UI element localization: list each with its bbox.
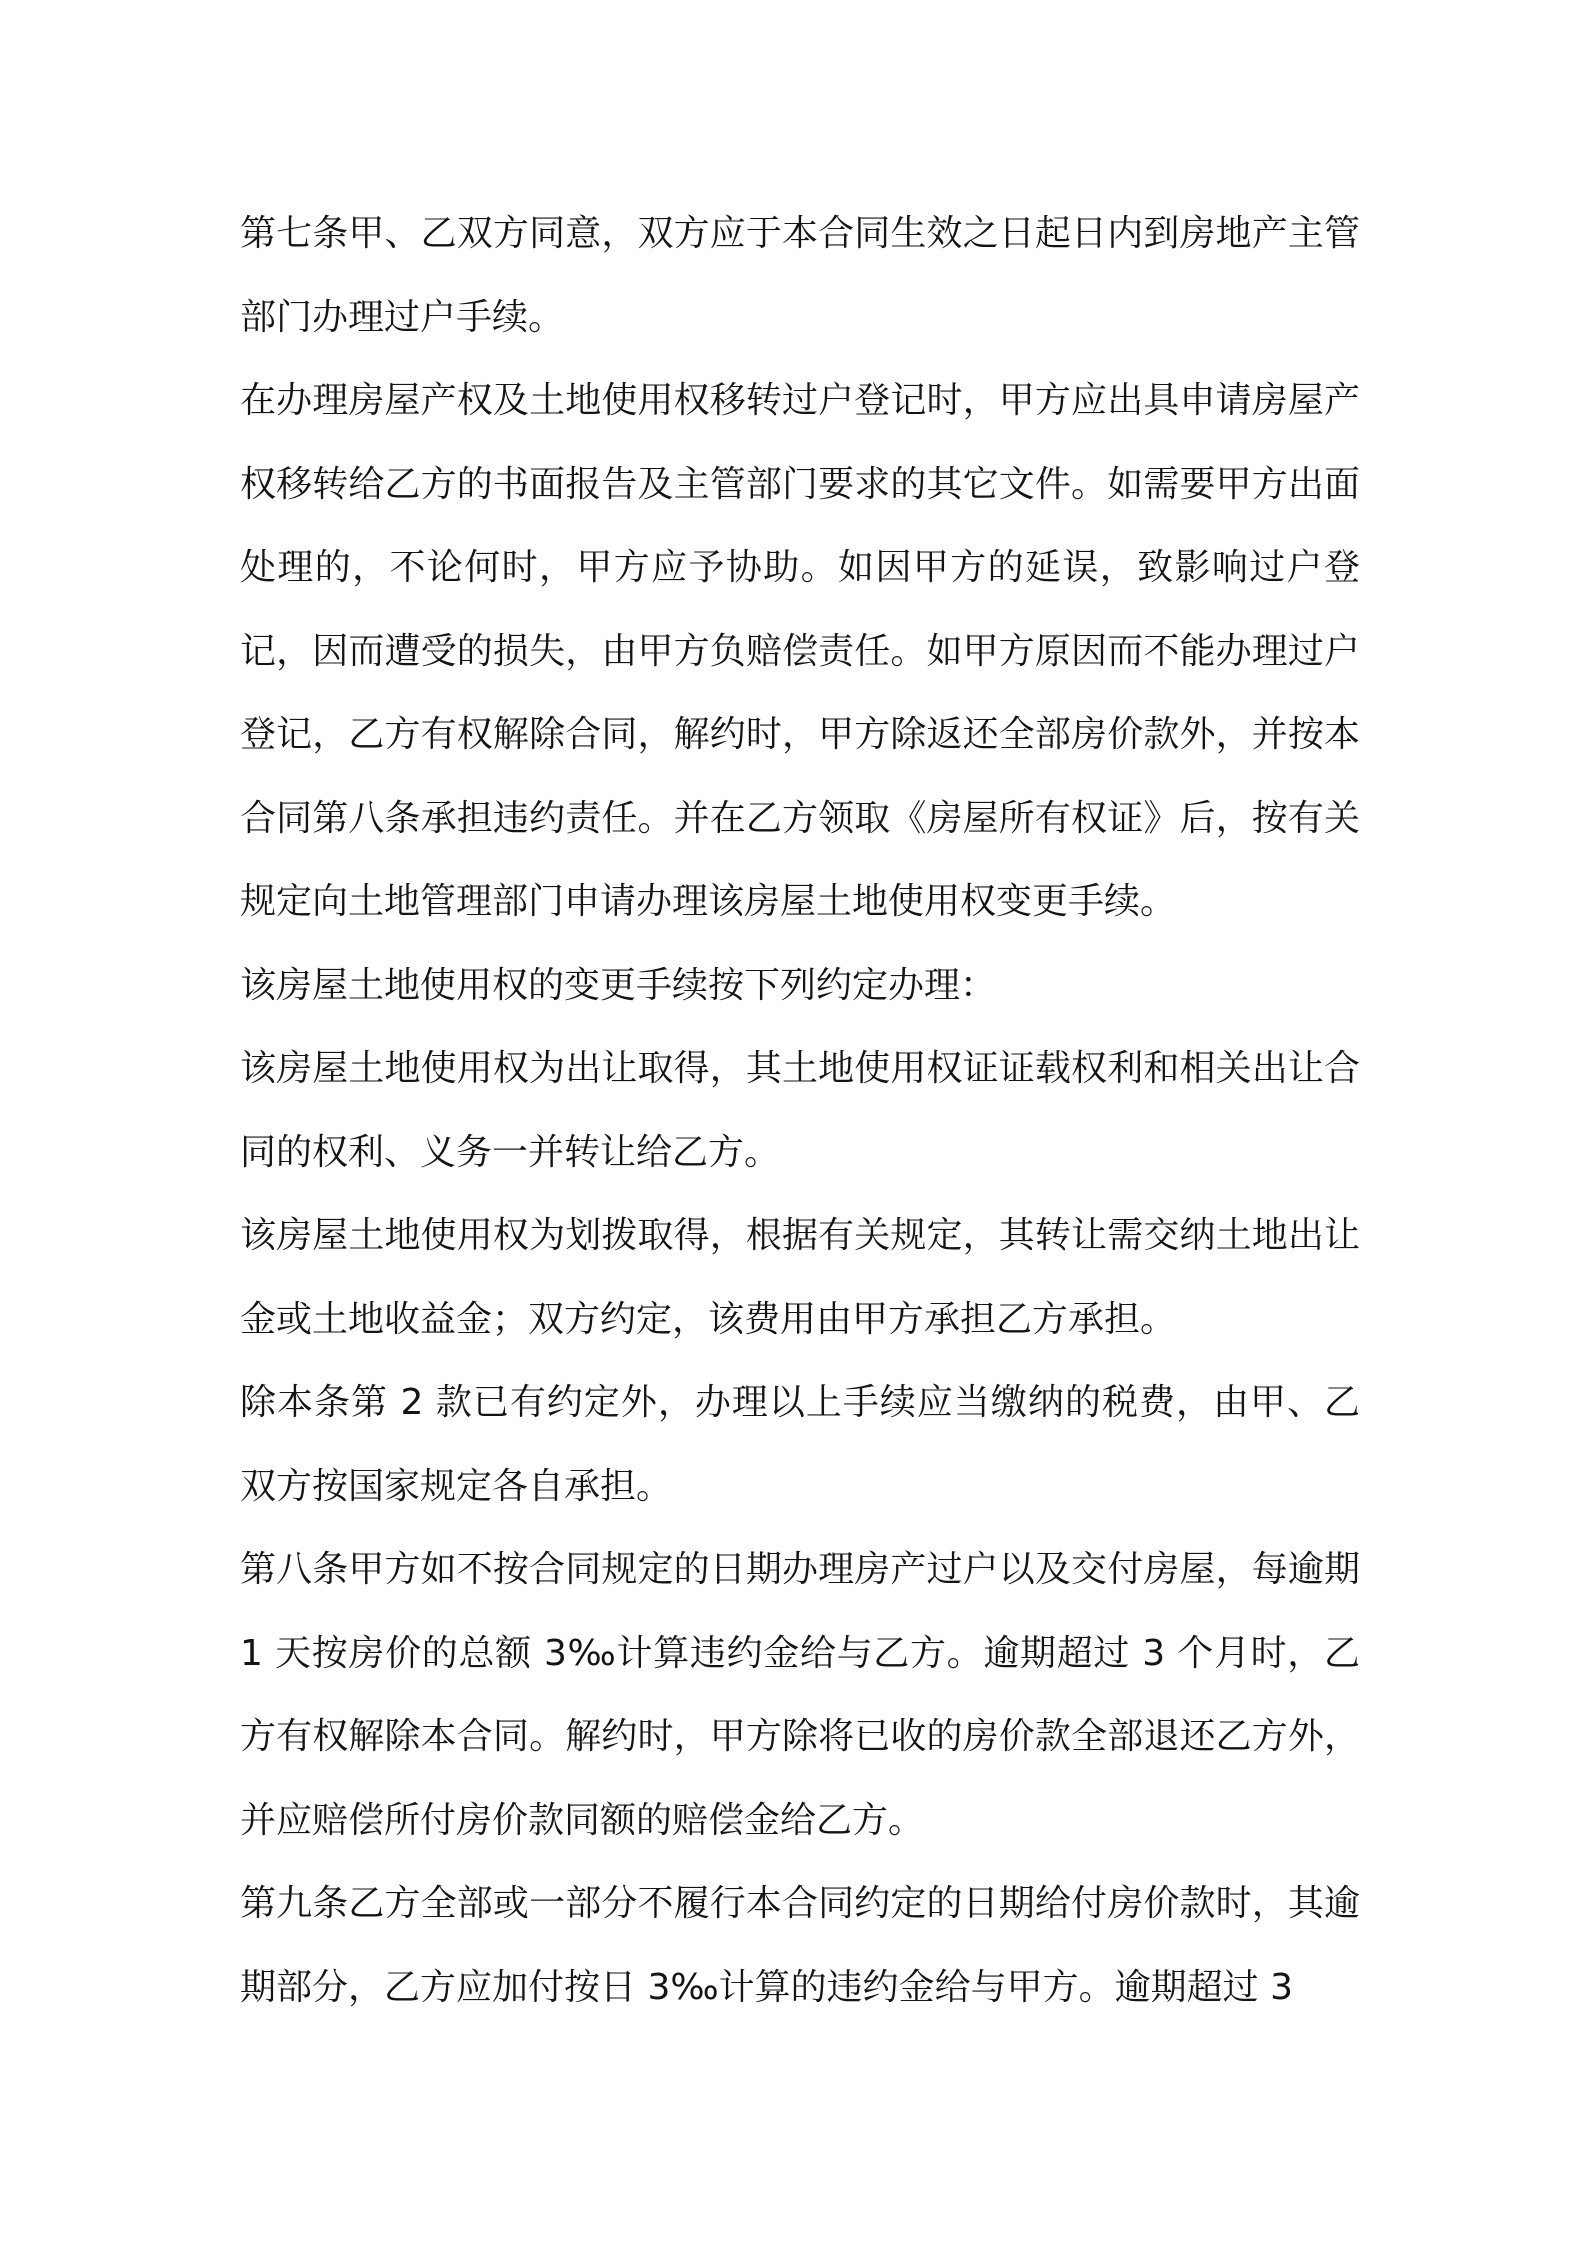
paragraph-article-8: 第八条甲方如不按合同规定的日期办理房产过户以及交付房屋，每逾期 1 天按房价的总额 3‰计算违约金给与乙方。逾期超过 3 个月时，乙方有权解除本合同。解约时，甲方除将已收的房价款全部退还乙方外，并应赔偿所付房价款同额的赔偿金给乙方。 — [240, 1549, 1360, 1841]
paragraph-land-use-change-intro: 该房屋土地使用权的变更手续按下列约定办理： — [240, 964, 997, 1006]
paragraph-land-use-allocated: 该房屋土地使用权为划拨取得，根据有关规定，其转让需交纳土地出让金或土地收益金；双方约定，该费用由甲方承担乙方承担。 — [240, 1215, 1360, 1340]
document-body — [240, 192, 1360, 2029]
paragraph-taxes-fees: 除本条第 2 款已有约定外，办理以上手续应当缴纳的税费，由甲、乙双方按国家规定各自承担。 — [240, 1382, 1360, 1507]
paragraph-land-use-transfer: 该房屋土地使用权为出让取得，其土地使用权证证载权利和相关出让合同的权利、义务一并转让给乙方。 — [240, 1048, 1360, 1173]
paragraph-article-9: 第九条乙方全部或一部分不履行本合同约定的日期给付房价款时，其逾期部分，乙方应加付按日 3‰计算的违约金给与甲方。逾期超过 3 — [240, 1883, 1360, 2008]
paragraph-article-7: 第七条甲、乙双方同意，双方应于本合同生效之日起日内到房地产主管部门办理过户手续。 — [240, 213, 1360, 338]
paragraph-transfer-registration: 在办理房屋产权及土地使用权移转过户登记时，甲方应出具申请房屋产权移转给乙方的书面报告及主管部门要求的其它文件。如需要甲方出面处理的，不论何时，甲方应予协助。如因甲方的延误，致影响过户登记，因而遭受的损失，由甲方负赔偿责任。如甲方原因而不能办理过户登记，乙方有权解除合同，解约时，甲方除返还全部房价款外，并按本合同第八条承担违约责任。并在乙方领取《房屋所有权证》后，按有关规定向土地管理部门申请办理该房屋土地使用权变更手续。 — [240, 380, 1360, 922]
